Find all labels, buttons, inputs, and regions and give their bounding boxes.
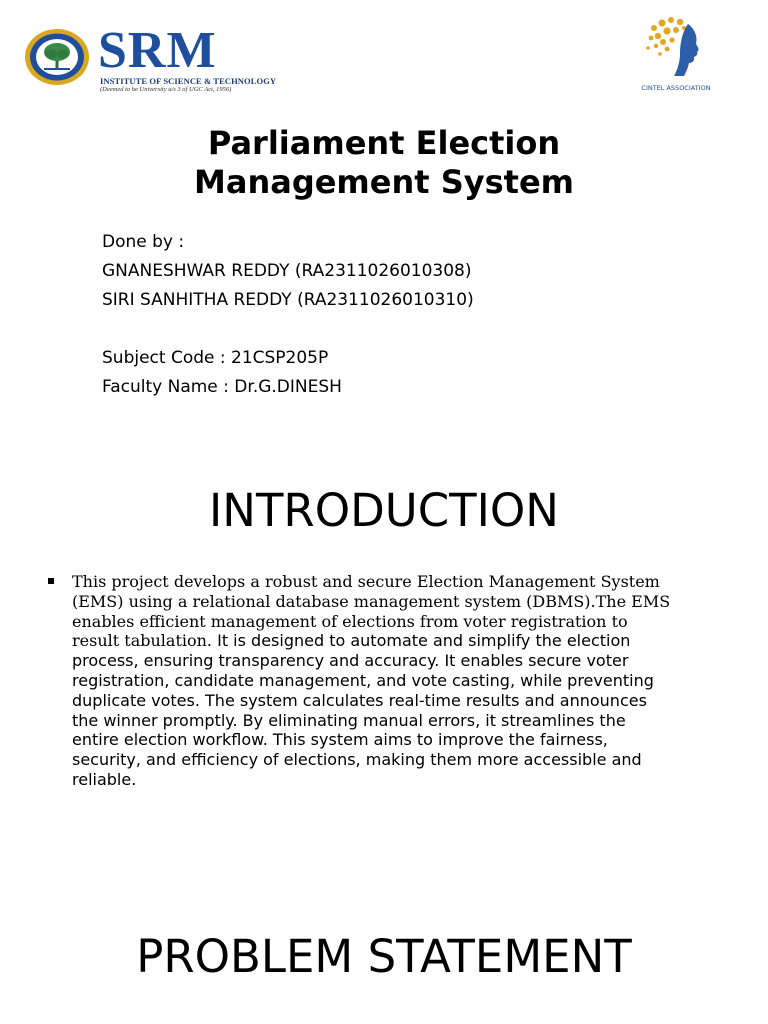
srm-wordmark: SRM bbox=[98, 22, 217, 79]
head-profile-icon bbox=[636, 14, 716, 84]
faculty-name: Faculty Name : Dr.G.DINESH bbox=[102, 377, 342, 397]
cintel-logo bbox=[636, 14, 716, 98]
document-title bbox=[0, 124, 768, 202]
srm-tagline: INSTITUTE OF SCIENCE & TECHNOLOGY bbox=[100, 76, 277, 86]
subject-code: Subject Code : 21CSP205P bbox=[102, 348, 329, 368]
paragraph-sans-part: It is designed to automate and simplify the election process, ensuring transparency and accuracy. It enables secure voter registration, candidate management, and vote casting, while preventing duplicate votes. The system calculates real-time results and announces the winner promptly. By eliminating manual errors, it streamlines the entire election workflow. This system aims to improve the fairness, security, and efficiency of elections, making them more accessible and reliable. bbox=[72, 631, 654, 789]
srm-deemed-note: (Deemed to be University u/s 3 of UGC Act, 1956) bbox=[100, 86, 232, 93]
team-member-1: GNANESHWAR REDDY (RA2311026010308) bbox=[102, 261, 472, 281]
srm-logo bbox=[24, 22, 277, 98]
title-line-2: Management System bbox=[194, 163, 574, 201]
bullet-square-icon bbox=[48, 578, 54, 584]
paragraph-serif-part: This project develops a robust and secure Election Management System (EMS) using a relational database management system (DBMS).The EMS enables efficient management of elections from voter registration to result tabulation. bbox=[72, 572, 671, 651]
introduction-paragraph bbox=[72, 572, 672, 790]
team-member-2: SIRI SANHITHA REDDY (RA2311026010310) bbox=[102, 290, 474, 310]
spacer bbox=[102, 315, 474, 344]
cintel-label: CINTEL ASSOCIATION bbox=[641, 84, 711, 92]
srm-seal-icon bbox=[24, 28, 90, 86]
introduction-heading: INTRODUCTION bbox=[209, 484, 559, 537]
title-line-1: Parliament Election bbox=[207, 124, 561, 162]
credits-block bbox=[102, 228, 474, 402]
done-by-label: Done by : bbox=[102, 232, 185, 252]
problem-statement-heading: PROBLEM STATEMENT bbox=[136, 930, 632, 983]
